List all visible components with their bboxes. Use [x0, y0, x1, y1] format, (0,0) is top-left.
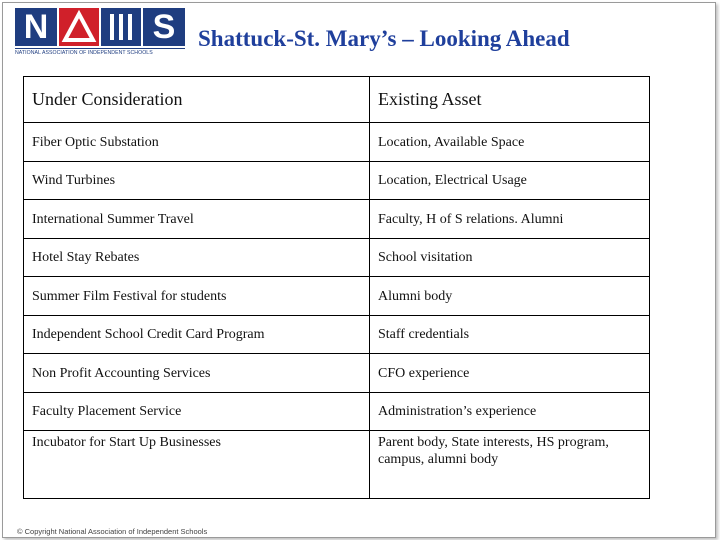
table-row: [24, 239, 650, 277]
logo-letter-n: N: [23, 7, 49, 46]
consideration-cell: Independent School Credit Card Program: [24, 316, 370, 354]
header-existing-asset: Existing Asset: [370, 77, 650, 123]
table-row: [24, 431, 650, 499]
logo-block-a: [59, 8, 99, 46]
asset-cell: Alumni body: [370, 277, 650, 316]
table-row: [24, 277, 650, 316]
logo-caption: NATIONAL ASSOCIATION OF INDEPENDENT SCHOOLS: [15, 48, 185, 58]
logo-letter-s: S: [152, 7, 176, 46]
table-row: [24, 200, 650, 239]
asset-cell: Location, Electrical Usage: [370, 162, 650, 200]
asset-cell: Faculty, H of S relations. Alumni: [370, 200, 650, 239]
consideration-cell: Wind Turbines: [24, 162, 370, 200]
header-under-consideration: Under Consideration: [24, 77, 370, 123]
table-row: [24, 123, 650, 162]
copyright-footer: © Copyright National Association of Independent Schools: [17, 527, 208, 536]
consideration-cell: Summer Film Festival for students: [24, 277, 370, 316]
consideration-cell: Incubator for Start Up Businesses: [24, 431, 370, 499]
table-row: [24, 354, 650, 393]
table-row: [24, 393, 650, 431]
consideration-cell: International Summer Travel: [24, 200, 370, 239]
consideration-cell: Hotel Stay Rebates: [24, 239, 370, 277]
consideration-cell: Non Profit Accounting Services: [24, 354, 370, 393]
page-title: Shattuck-St. Mary’s – Looking Ahead: [198, 26, 570, 51]
logo-block-n: [15, 8, 57, 46]
consideration-cell: Fiber Optic Substation: [24, 123, 370, 162]
asset-table: [23, 76, 650, 499]
nais-logo: [15, 8, 185, 60]
columns-icon: [101, 8, 141, 46]
table-row: [24, 316, 650, 354]
asset-cell: CFO experience: [370, 354, 650, 393]
logo-block-i: [101, 8, 141, 46]
table-row: [24, 162, 650, 200]
asset-cell: Location, Available Space: [370, 123, 650, 162]
asset-cell: Staff credentials: [370, 316, 650, 354]
asset-cell: School visitation: [370, 239, 650, 277]
asset-cell: Parent body, State interests, HS program, campus, alumni body: [370, 431, 650, 499]
consideration-cell: Faculty Placement Service: [24, 393, 370, 431]
table-header-row: [24, 77, 650, 123]
asset-cell: Administration’s experience: [370, 393, 650, 431]
triangle-icon: [59, 8, 99, 46]
logo-block-s: [143, 8, 185, 46]
